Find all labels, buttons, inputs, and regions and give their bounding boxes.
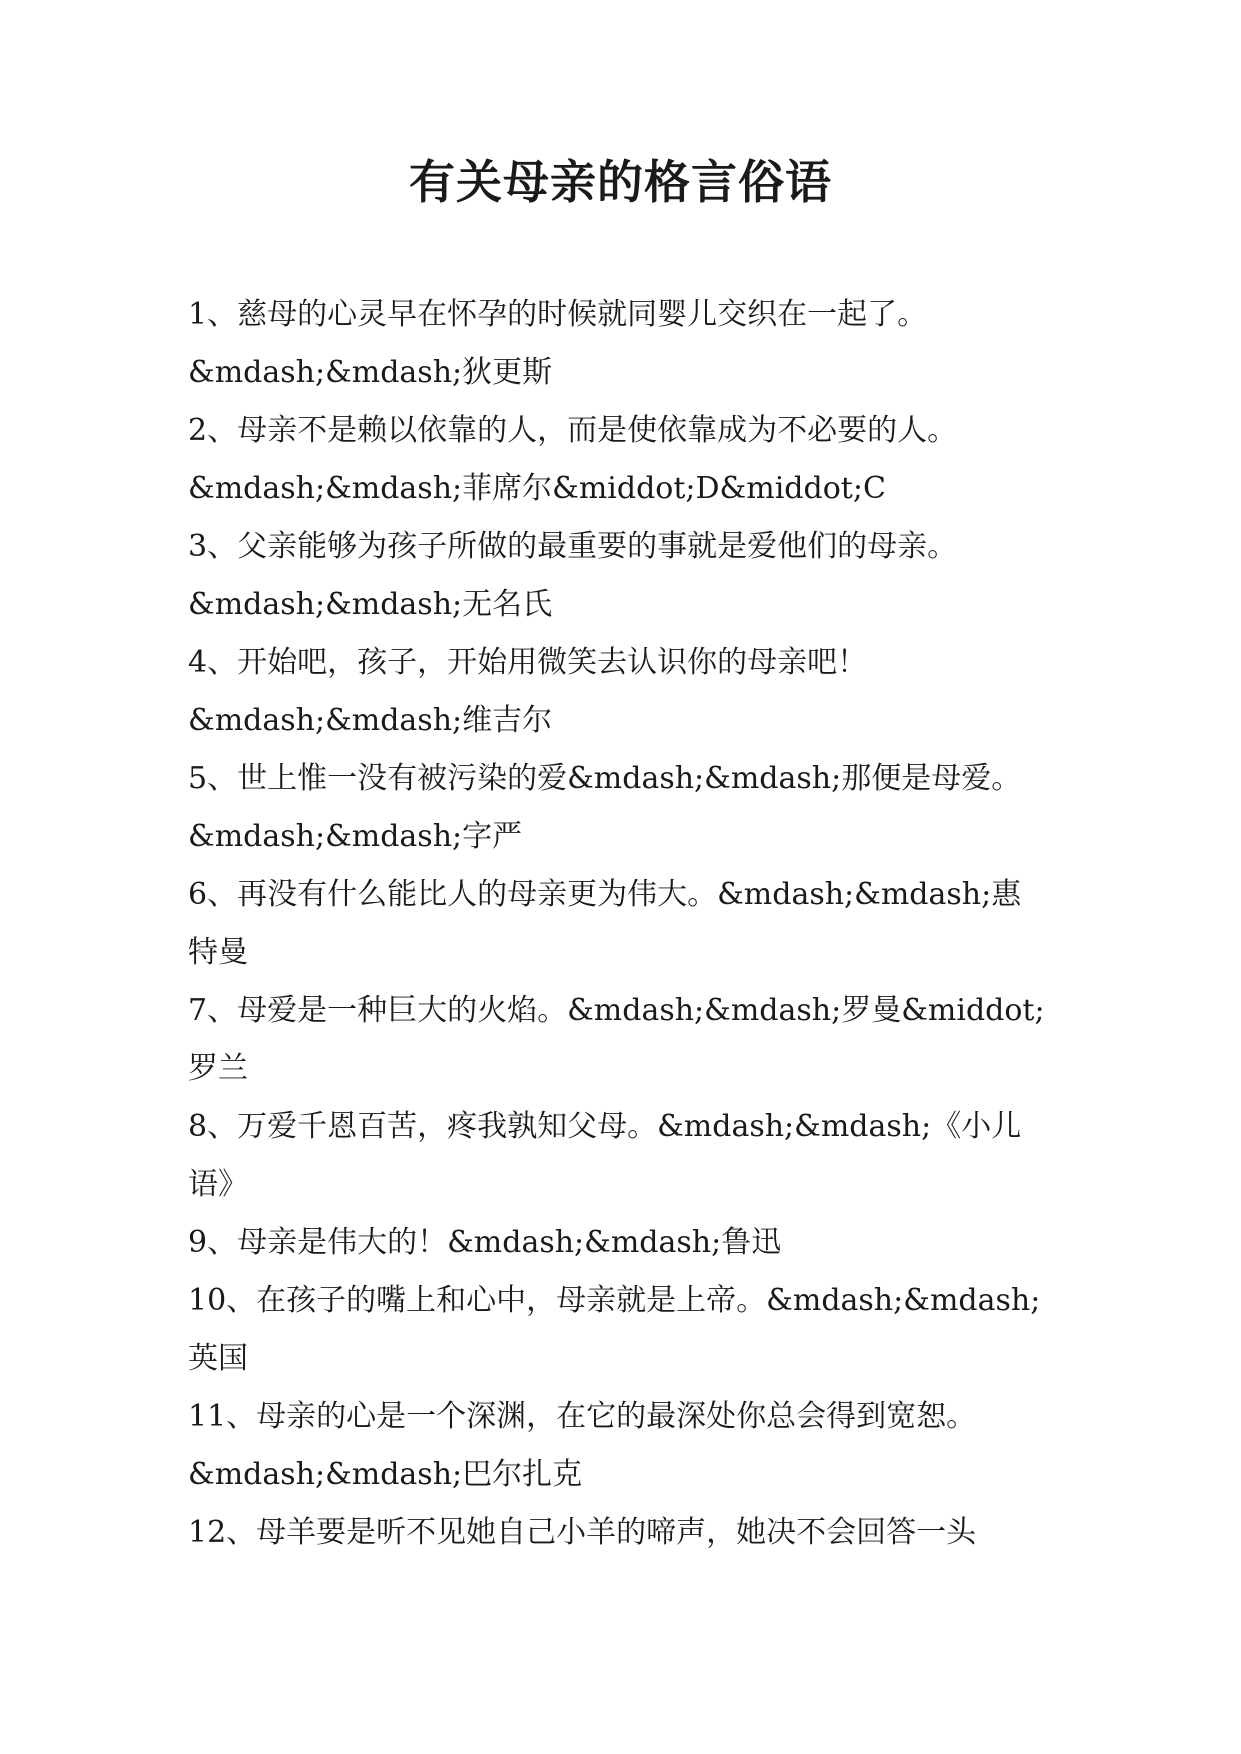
text-line: &mdash;&mdash;字严 xyxy=(188,819,523,854)
text-line: 1、慈母的心灵早在怀孕的时候就同婴儿交织在一起了。 xyxy=(188,297,928,332)
text-line: 6、再没有什么能比人的母亲更为伟大。&mdash;&mdash;惠 xyxy=(188,877,1022,912)
text-line: 11、母亲的心是一个深渊，在它的最深处你总会得到宽恕。 xyxy=(188,1399,977,1434)
text-line: 罗兰 xyxy=(188,1051,248,1086)
text-line: 4、开始吧，孩子，开始用微笑去认识你的母亲吧！ xyxy=(188,645,868,680)
text-line: &mdash;&mdash;巴尔扎克 xyxy=(188,1457,583,1492)
document-body xyxy=(188,286,1068,1562)
text-line: 9、母亲是伟大的！&mdash;&mdash;鲁迅 xyxy=(188,1225,782,1260)
text-line: 5、世上惟一没有被污染的爱&mdash;&mdash;那便是母爱。 xyxy=(188,761,1022,796)
document-title: 有关母亲的格言俗语 xyxy=(409,155,832,209)
text-line: 12、母羊要是听不见她自己小羊的啼声，她决不会回答一头 xyxy=(188,1515,977,1550)
text-line: 10、在孩子的嘴上和心中，母亲就是上帝。&mdash;&mdash; xyxy=(188,1283,1041,1318)
text-line: 英国 xyxy=(188,1341,248,1376)
text-line: &mdash;&mdash;菲席尔&middot;D&middot;C xyxy=(188,471,886,506)
text-line: &mdash;&mdash;维吉尔 xyxy=(188,703,553,738)
text-line: 3、父亲能够为孩子所做的最重要的事就是爱他们的母亲。 xyxy=(188,529,958,564)
text-line: &mdash;&mdash;无名氏 xyxy=(188,587,553,622)
text-line: &mdash;&mdash;狄更斯 xyxy=(188,355,553,390)
text-line: 语》 xyxy=(188,1167,248,1202)
text-line: 2、母亲不是赖以依靠的人，而是使依靠成为不必要的人。 xyxy=(188,413,958,448)
text-line: 8、万爱千恩百苦，疼我孰知父母。&mdash;&mdash;《小儿 xyxy=(188,1109,1022,1144)
text-line: 7、母爱是一种巨大的火焰。&mdash;&mdash;罗曼&middot; xyxy=(188,993,1045,1028)
text-line: 特曼 xyxy=(188,935,248,970)
